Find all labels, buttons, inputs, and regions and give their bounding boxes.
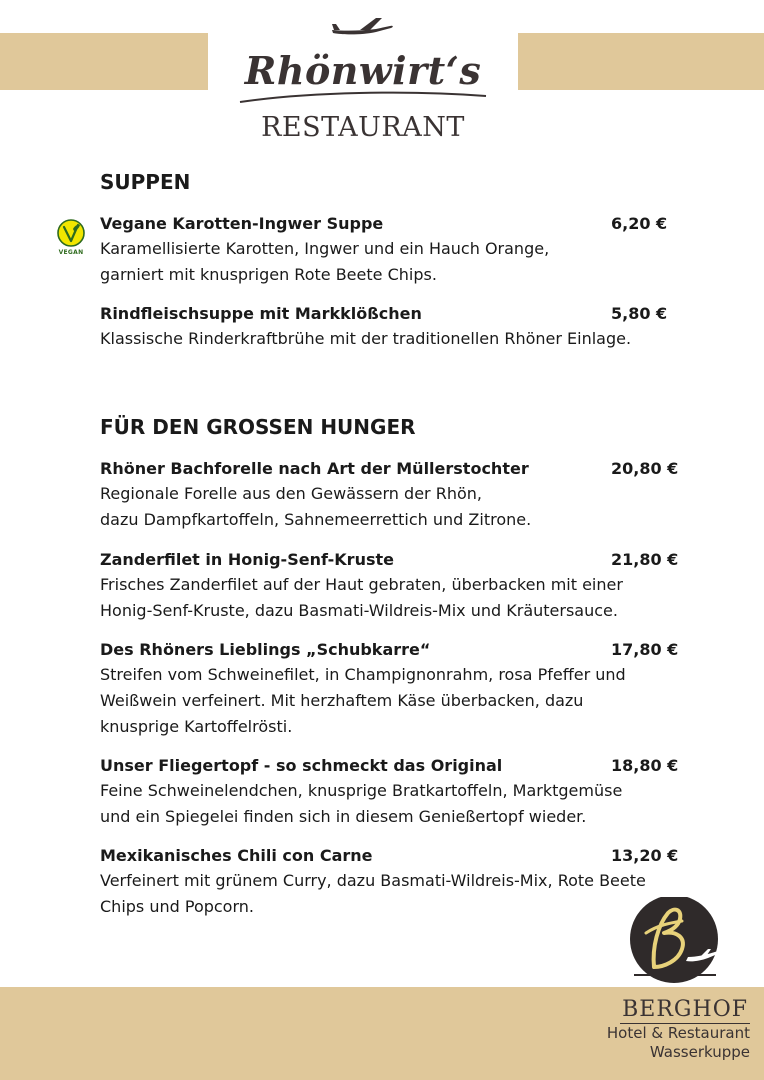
restaurant-subtitle: RESTAURANT — [261, 112, 465, 143]
footer-line-2: Wasserkuppe — [649, 1043, 750, 1061]
menu-item-description: Klassische Rinderkraftbrühe mit der traditionellen Rhöner Einlage. — [100, 329, 632, 348]
section-title: SUPPEN — [100, 170, 191, 194]
menu-item-name: Rhöner Bachforelle nach Art der Müllerstochter — [100, 459, 529, 478]
restaurant-brand-name: Rhönwirt‘s — [244, 48, 482, 93]
menu-item-name: Mexikanisches Chili con Carne — [100, 846, 373, 865]
vegan-badge — [55, 219, 87, 256]
menu-item-description: Feine Schweinelendchen, knusprige Bratkartoffeln, Marktgemüse und ein Spiegelei finden sich in diesem Genießertopf wieder. — [100, 781, 623, 826]
menu-item-name: Des Rhöners Lieblings „Schubkarre“ — [100, 640, 431, 659]
menu-item-name: Vegane Karotten-Ingwer Suppe — [100, 214, 384, 233]
menu-item-description: Regionale Forelle aus den Gewässern der Rhön, dazu Dampfkartoffeln, Sahnemeerrettich und Zitrone. — [100, 484, 532, 529]
menu-item-price: 13,20 € — [611, 846, 679, 865]
menu-item-price: 20,80 € — [611, 459, 679, 478]
header-band-left — [0, 33, 208, 90]
menu-item-description: Verfeinert mit grünem Curry, dazu Basmati-Wildreis-Mix, Rote Beete Chips und Popcorn. — [100, 871, 646, 916]
menu-item-name: Zanderfilet in Honig-Senf-Kruste — [100, 550, 394, 569]
vegan-icon — [56, 219, 86, 247]
section-title: FÜR DEN GROSSEN HUNGER — [100, 415, 416, 439]
vegan-label: VEGAN — [58, 249, 84, 256]
logo-swoosh — [238, 90, 488, 106]
footer-line-1: Hotel & Restaurant — [606, 1024, 750, 1042]
berghof-footer — [607, 997, 750, 1062]
menu-item-description: Karamellisierte Karotten, Ingwer und ein Hauch Orange, garniert mit knusprigen Rote Beete Chips. — [100, 239, 550, 284]
menu-item-name: Rindfleischsuppe mit Markklößchen — [100, 304, 422, 323]
menu-item-description: Streifen vom Schweinefilet, in Champignonrahm, rosa Pfeffer und Weißwein verfeinert. Mit herzhaftem Käse überbacken, dazu knusprige Kartoffelrösti. — [100, 665, 626, 736]
menu-item-price: 6,20 € — [611, 214, 668, 233]
airplane-icon — [330, 14, 396, 40]
menu-item-price: 18,80 € — [611, 756, 679, 775]
menu-item-name: Unser Fliegertopf - so schmeckt das Original — [100, 756, 503, 775]
menu-item-description: Frisches Zanderfilet auf der Haut gebraten, überbacken mit einer Honig-Senf-Kruste, dazu Basmati-Wildreis-Mix und Kräutersauce. — [100, 575, 623, 620]
berghof-b-logo — [624, 897, 728, 983]
header-band-right — [518, 33, 764, 90]
menu-item-price: 21,80 € — [611, 550, 679, 569]
menu-item-price: 5,80 € — [611, 304, 668, 323]
footer-name: BERGHOF — [622, 997, 748, 1022]
restaurant-logo — [210, 8, 516, 143]
menu-item-price: 17,80 € — [611, 640, 679, 659]
